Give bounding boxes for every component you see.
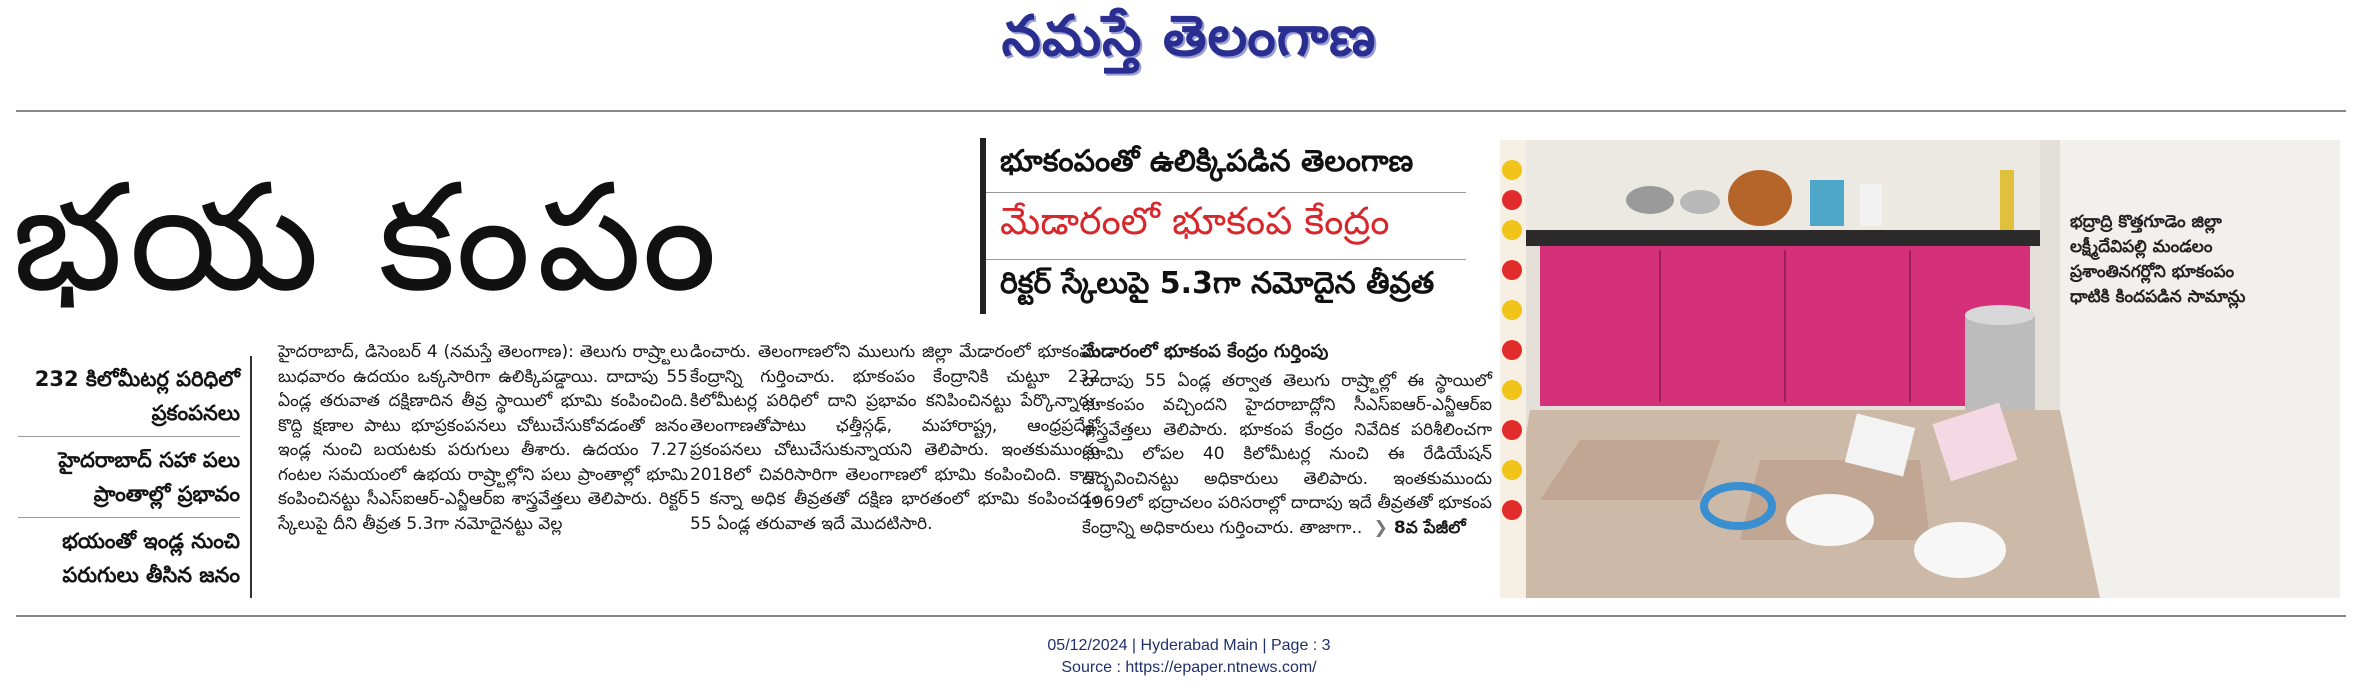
footer-divider [16,615,2346,617]
subheadline-1: భూకంపంతో ఉలిక్కిపడిన తెలంగాణ [986,138,1466,193]
highlight-item: హైదరాబాద్ సహా పలు ప్రాంతాల్లో ప్రభావం [18,437,240,518]
earthquake-photo [1500,140,2340,598]
article-column-1 [278,340,688,536]
article-text [1082,369,1492,541]
highlights-box [18,356,252,598]
kitchen-scene-illustration [1500,140,2340,598]
subheadline-3: రిక్టర్ స్కేలుపై 5.3గా నమోదైన తీవ్రత [1000,266,1435,301]
article-column-3 [1082,340,1492,540]
page-footer [0,635,2378,679]
continue-arrow-icon: ❯ [1373,517,1388,538]
highlight-item: భయంతో ఇండ్ల నుంచి పరుగులు తీసిన జనం [62,529,240,587]
masthead-divider [16,110,2346,112]
sub-headlines [980,138,1466,314]
article-text: డించారు. తెలంగాణలోని ములుగు జిల్లా మేడారంలో భూకంపం కేంద్రాన్ని గుర్తించారు. భూకంపం కేంద్రానికి చుట్టూ 232 కిలోమీటర్ల పరిధిలో దాని ప్రభావం కనిపించినట్టు పేర్కొన్నారు. తెలంగాణతోపాటు ఛత్తీస్గఢ్, మహారాష్ట్ర, ఆంధ్రప్రదేశ్లో ప్రకంపనలు చోటుచేసుకున్నాయని తెలిపారు. ఇంతకుముందు 2018లో చివరిసారిగా తెలంగాణలో భూమి కంపించింది. కాగా 5 కన్నా అధిక తీవ్రతతో దక్షిణ భారతంలో భూమి కంపించడం 55 ఏండ్ల తరువాత ఇదే మొదటిసారి. [690,342,1101,534]
highlight-item: 232 కిలోమీటర్ల పరిధిలో ప్రకంపనలు [18,356,240,437]
article-text-body: దాదాపు 55 ఏండ్ల తర్వాత తెలుగు రాష్ర్టాల్లో ఈ స్థాయిలో భూకంపం వచ్చిందని హైదరాబాద్లోని సీఎస్ఐఆర్-ఎన్జీఆర్ఐ శాస్త్రవేత్తలు తెలిపారు. భూకంప కేంద్రం నివేదిక పరిశీలించగా భూమి లోపల 40 కిలోమీటర్ల నుంచి ఈ రేడియేషన్ ఉద్భవించినట్టు అధికారులు తెలిపారు. ఇంతకుముందు 1969లో భద్రాచలం పరిసరాల్లో దాదాపు ఇదే తీవ్రతతో భూకంప కేంద్రాన్ని అధికారులు గుర్తించారు. తాజాగా.. [1082,370,1492,538]
photo-caption: భద్రాద్రి కొత్తగూడెం జిల్లా లక్ష్మీదేవిపల్లి మండలం ప్రశాంతినగర్లోని భూకంపం ధాటికి కిందపడిన సామాన్లు [2070,212,2246,307]
masthead-logo-text: నమస్తే తెలంగాణ [1001,4,1377,69]
continued-label: 8వ పేజీలో [1393,517,1466,538]
article-column-2 [690,340,1100,536]
subheadline-2: మేడారంలో భూకంప కేంద్రం [986,193,1466,260]
footer-source-link[interactable]: Source : https://epaper.ntnews.com/ [1061,659,1317,676]
continued-on-page-link[interactable] [1374,518,1466,538]
footer-date-edition: 05/12/2024 | Hyderabad Main | Page : 3 [1047,637,1331,654]
masthead [0,0,2378,92]
column-subheading: మేడారంలో భూకంప కేంద్రం గుర్తింపు [1082,341,1329,362]
article-text: హైదరాబాద్, డిసెంబర్ 4 (నమస్తే తెలంగాణ): తెలుగు రాష్ర్టాలు బుధవారం ఉదయం ఒక్కసారిగా ఉలిక్కిపడ్డాయి. దాదాపు 55 ఏండ్ల తరువాత దక్షిణాదిన తీవ్ర స్థాయిలో భూమి కంపించింది. కొద్ది క్షణాల పాటు భూప్రకంపనలు చోటుచేసుకోవడంతో జనం ఇండ్ల నుంచి బయటకు పరుగులు తీశారు. ఉదయం 7.27 గంటల సమయంలో ఉభయ రాష్ర్టాల్లోని పలు ప్రాంతాల్లో భూమి కంపించినట్టు సీఎస్ఐఆర్-ఎన్జీఆర్ఐ శాస్త్రవేత్తలు తెలిపారు. రిక్టర్ స్కేలుపై దీని తీవ్రత 5.3గా నమోదైనట్టు వెల్ల [278,342,688,534]
main-headline: భయ కంపం [12,152,723,324]
